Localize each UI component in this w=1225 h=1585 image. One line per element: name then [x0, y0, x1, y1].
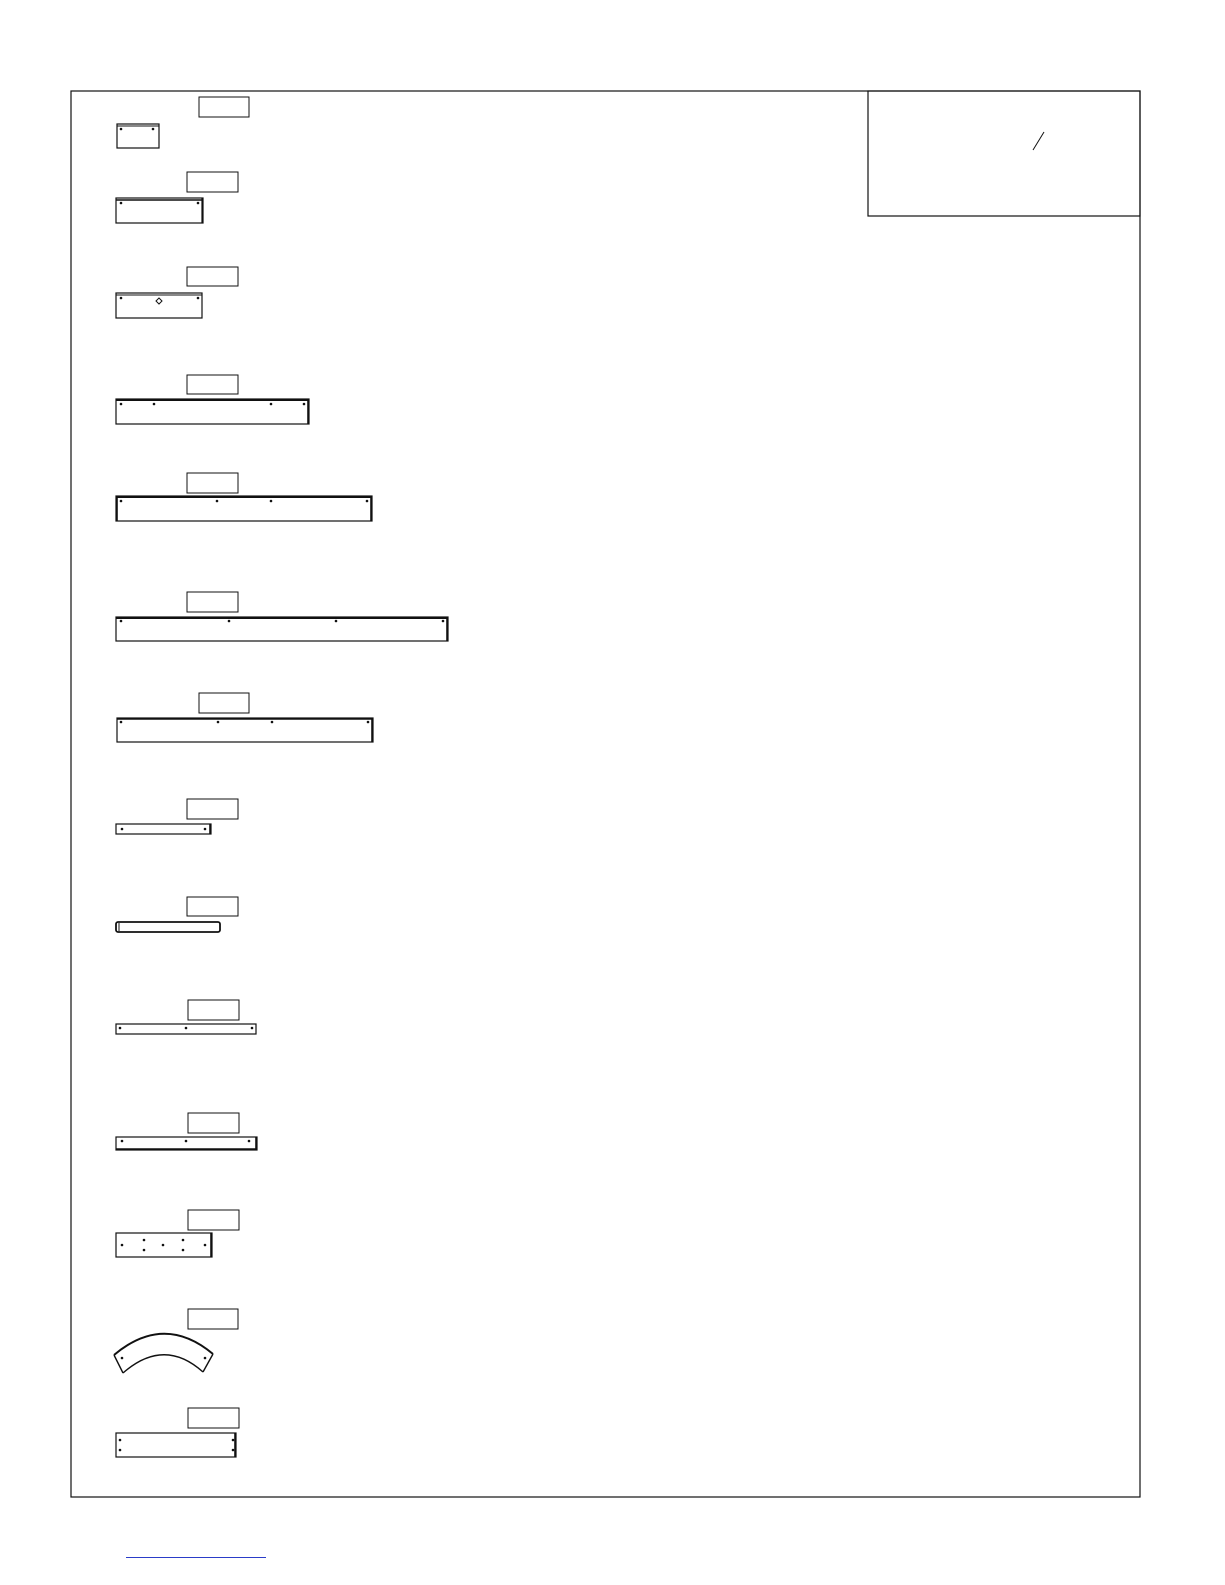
part-7: [117, 693, 373, 742]
mounting-hole: [143, 1239, 146, 1242]
mounting-hole: [232, 1439, 235, 1442]
mounting-hole: [182, 1249, 185, 1252]
mounting-hole: [120, 403, 123, 406]
mounting-hole: [251, 1027, 254, 1030]
part-outline: [116, 922, 220, 932]
part-outline: [117, 718, 373, 742]
part-label-box: [188, 1210, 239, 1230]
mounting-hole: [120, 128, 123, 131]
part-label-box: [187, 267, 238, 286]
part-2: [116, 172, 238, 223]
mounting-hole: [143, 1249, 146, 1252]
part-outline: [116, 1137, 257, 1150]
mounting-hole: [120, 620, 123, 623]
part-outline: [117, 124, 159, 148]
mounting-hole: [335, 620, 338, 623]
mounting-hole: [217, 721, 220, 724]
mounting-hole: [121, 828, 124, 831]
mounting-hole: [120, 500, 123, 503]
mounting-hole: [232, 1449, 235, 1452]
part-label-box: [187, 897, 238, 916]
part-3: [116, 267, 238, 318]
part-1: [117, 97, 249, 148]
part-label-box: [187, 592, 238, 612]
mounting-hole: [152, 128, 155, 131]
arc-inner-edge: [123, 1355, 203, 1373]
arc-outer-edge: [114, 1334, 213, 1355]
mounting-hole: [204, 1357, 207, 1360]
mounting-hole: [367, 721, 370, 724]
part-label-box: [199, 693, 249, 713]
drawing-frame: [71, 91, 1140, 1497]
part-label-box: [188, 1408, 239, 1428]
part-outline: [116, 399, 309, 424]
mounting-hole: [120, 297, 123, 300]
mounting-hole: [121, 1140, 124, 1143]
part-12: [116, 1210, 239, 1257]
mounting-hole: [303, 403, 306, 406]
mounting-hole: [270, 403, 273, 406]
part-outline: [116, 198, 203, 223]
part-label-box: [188, 1113, 239, 1133]
mounting-hole: [204, 1244, 207, 1247]
part-6: [116, 592, 448, 641]
mounting-hole: [182, 1239, 185, 1242]
mounting-hole: [228, 620, 231, 623]
mounting-hole: [271, 721, 274, 724]
mounting-hole: [366, 500, 369, 503]
part-label-box: [187, 172, 238, 192]
mounting-hole: [153, 403, 156, 406]
mounting-hole: [270, 500, 273, 503]
part-outline: [116, 617, 448, 641]
part-label-box: [187, 473, 238, 493]
footer-link-underline[interactable]: [126, 1557, 266, 1558]
info-box: [868, 91, 1140, 216]
part-label-box: [187, 799, 238, 819]
part-5: [116, 473, 372, 521]
mounting-hole: [216, 500, 219, 503]
part-label-box: [199, 97, 249, 117]
part-outline: [116, 1433, 236, 1457]
part-9: [116, 897, 238, 932]
part-outline: [116, 824, 211, 834]
part-8: [116, 799, 238, 834]
mounting-hole: [197, 297, 200, 300]
part-13: [114, 1309, 238, 1373]
part-outline: [116, 496, 372, 521]
mounting-hole: [120, 721, 123, 724]
mounting-hole: [442, 620, 445, 623]
arc-end-edge: [203, 1354, 213, 1372]
part-14: [116, 1408, 239, 1457]
mounting-hole: [248, 1140, 251, 1143]
info-box-frame: [868, 91, 1140, 216]
part-label-box: [188, 1309, 238, 1329]
mounting-hole: [121, 1244, 124, 1247]
part-10: [116, 1000, 256, 1034]
mounting-hole: [120, 202, 123, 205]
mounting-hole: [204, 828, 207, 831]
info-box-slash-mark: [1033, 132, 1044, 150]
mounting-hole: [162, 1244, 165, 1247]
part-label-box: [187, 375, 238, 394]
mounting-hole: [119, 1439, 122, 1442]
part-4: [116, 375, 309, 424]
mounting-hole: [119, 1449, 122, 1452]
mounting-hole: [185, 1140, 188, 1143]
mounting-hole: [185, 1027, 188, 1030]
mounting-hole: [119, 1027, 122, 1030]
mounting-hole: [197, 202, 200, 205]
mounting-hole: [121, 1357, 124, 1360]
part-label-box: [188, 1000, 239, 1020]
part-11: [116, 1113, 257, 1150]
part-outline: [116, 293, 202, 318]
